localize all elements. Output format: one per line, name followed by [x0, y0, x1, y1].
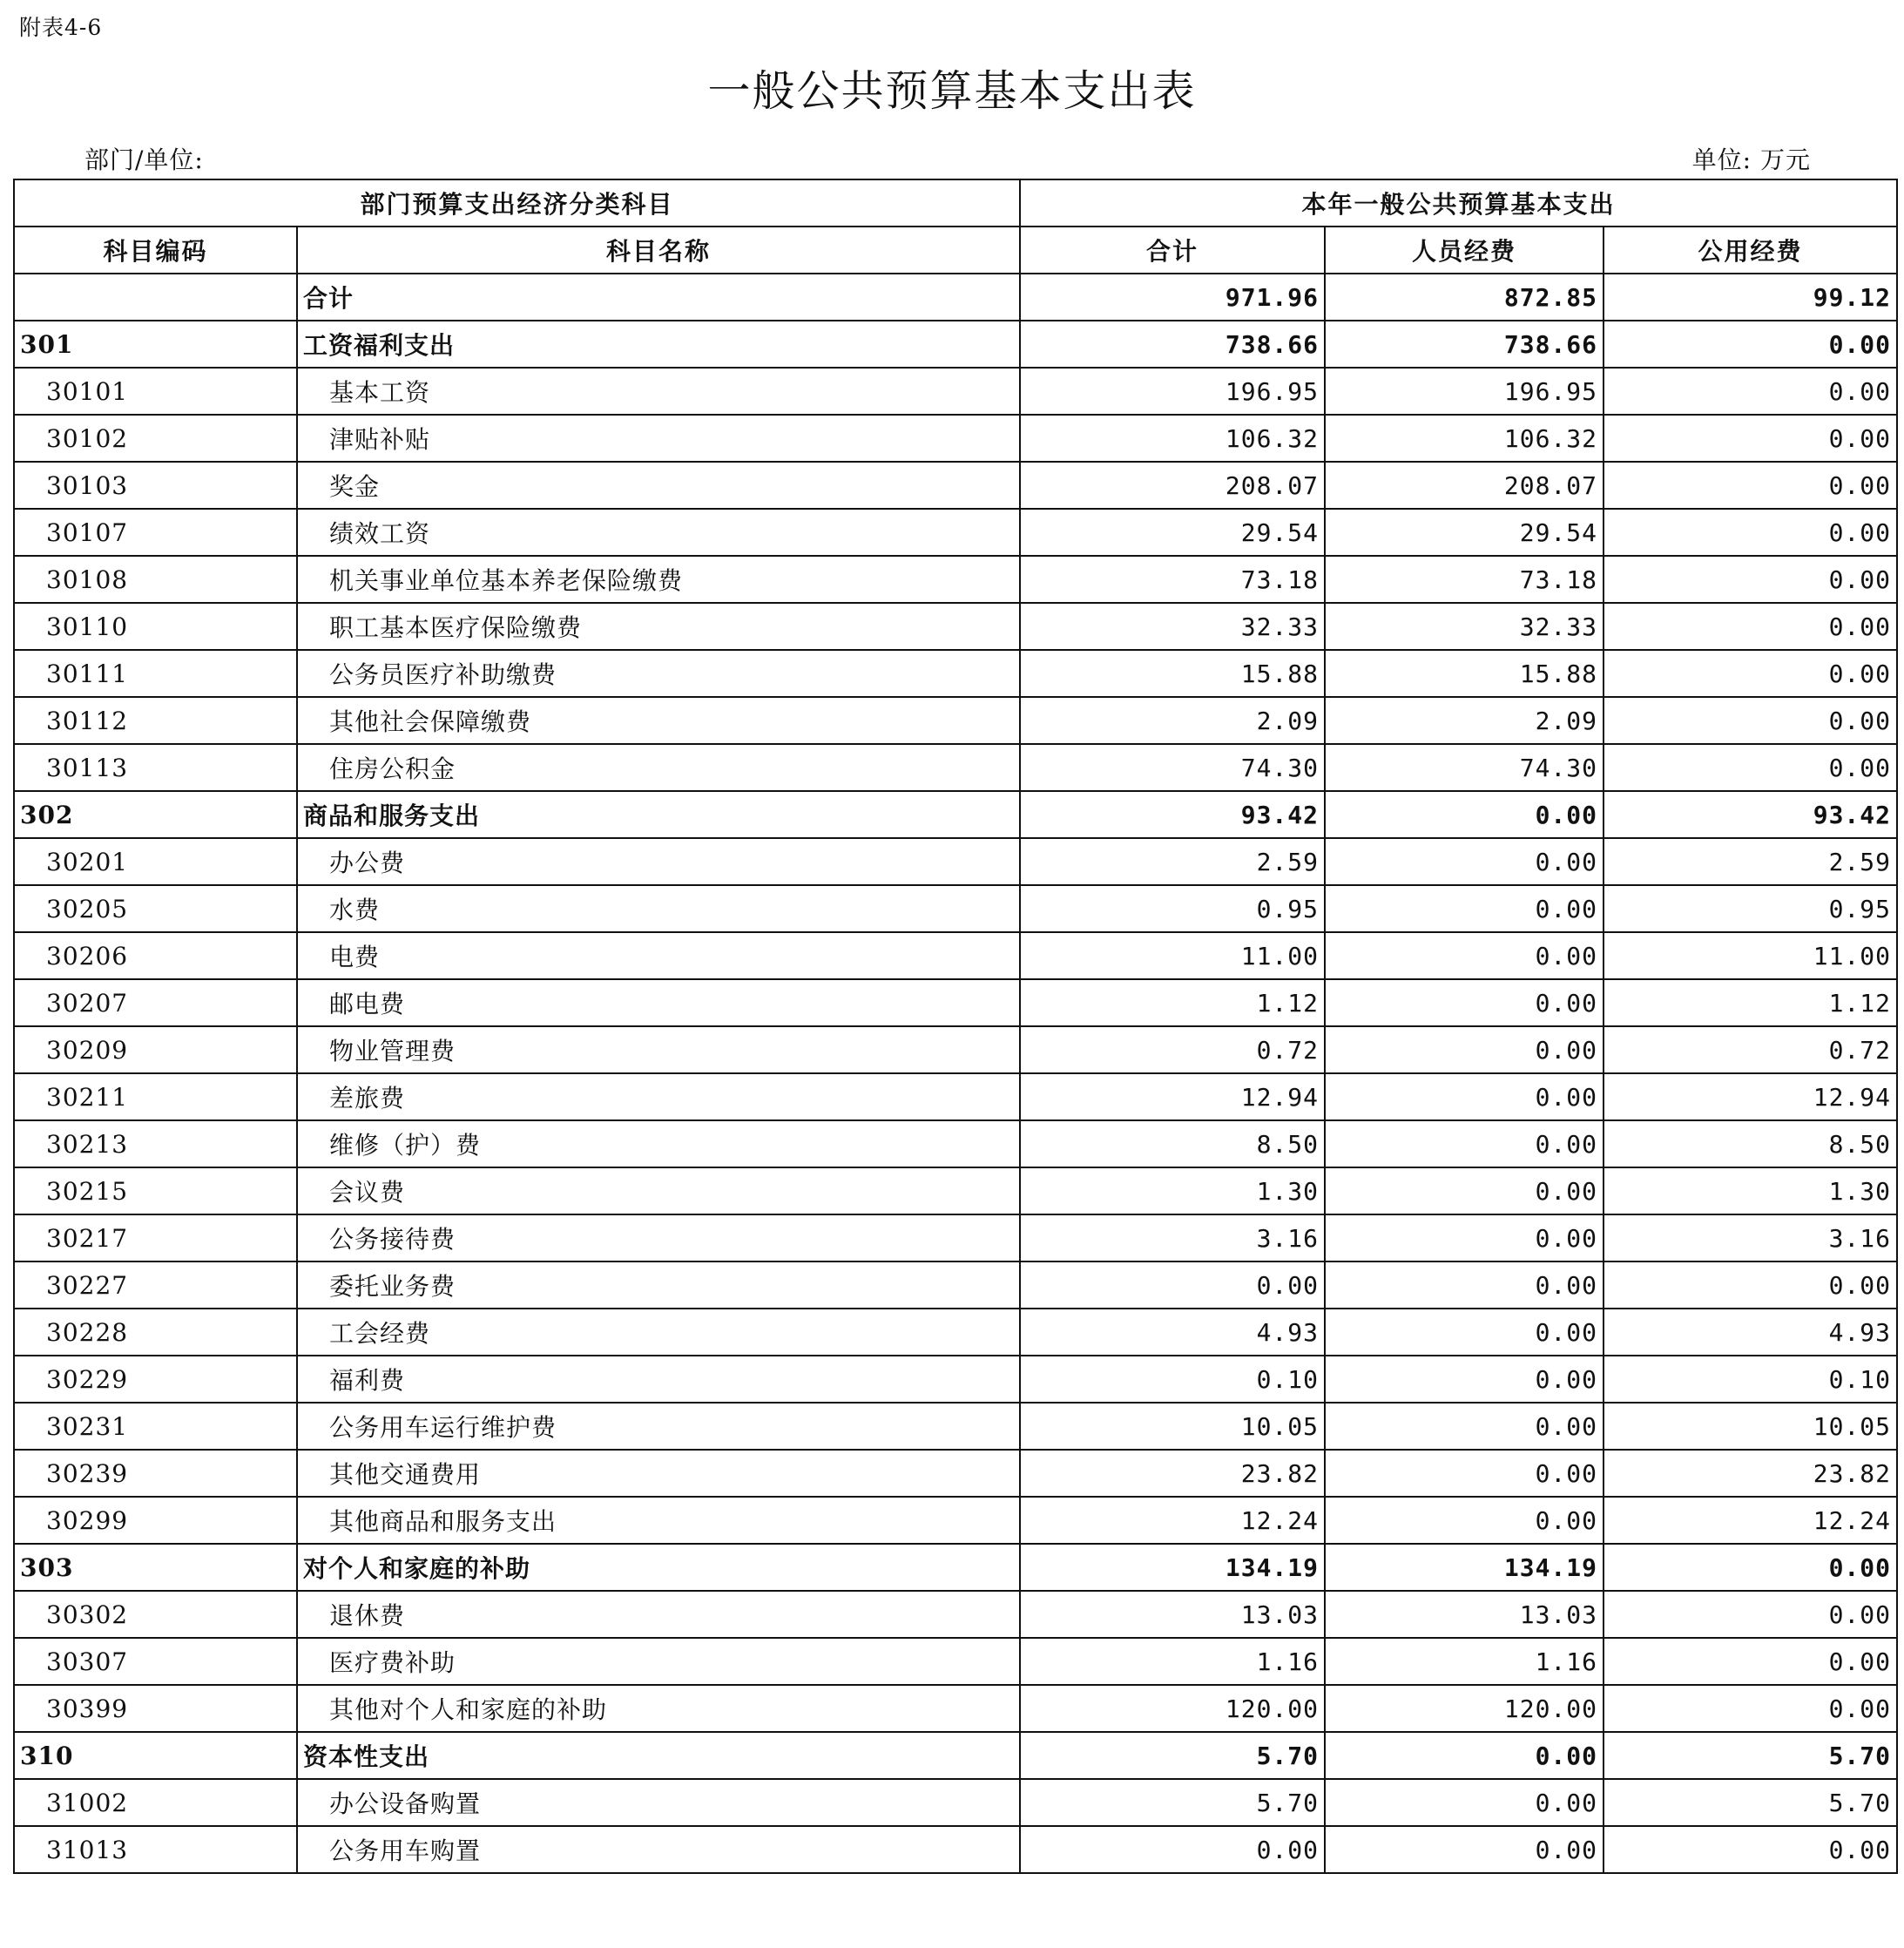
personnel-cell: 738.66 [1325, 321, 1604, 368]
code-cell: 30111 [14, 650, 297, 697]
total-cell: 10.05 [1020, 1403, 1325, 1450]
table-row [14, 1591, 1897, 1638]
public-cell: 0.00 [1604, 462, 1897, 509]
table-row [14, 650, 1897, 697]
public-cell: 93.42 [1604, 791, 1897, 838]
classification-group-header: 部门预算支出经济分类科目 [14, 179, 1020, 227]
name-cell: 工会经费 [297, 1309, 1020, 1356]
total-cell: 0.00 [1020, 1826, 1325, 1873]
personnel-cell: 196.95 [1325, 368, 1604, 415]
personnel-cell: 0.00 [1325, 1403, 1604, 1450]
total-cell: 15.88 [1020, 650, 1325, 697]
code-cell: 310 [14, 1732, 297, 1779]
personnel-cell: 0.00 [1325, 791, 1604, 838]
table-row [14, 885, 1897, 932]
total-cell: 2.09 [1020, 697, 1325, 744]
total-cell: 0.95 [1020, 885, 1325, 932]
table-row [14, 838, 1897, 885]
code-cell: 30307 [14, 1638, 297, 1685]
code-cell: 30213 [14, 1120, 297, 1167]
name-cell: 对个人和家庭的补助 [297, 1544, 1020, 1591]
code-cell: 30206 [14, 932, 297, 979]
table-row [14, 368, 1897, 415]
public-cell: 0.72 [1604, 1026, 1897, 1073]
public-cell: 12.24 [1604, 1497, 1897, 1544]
name-cell: 津贴补贴 [297, 415, 1020, 462]
public-cell: 0.00 [1604, 1591, 1897, 1638]
personnel-cell: 0.00 [1325, 1167, 1604, 1214]
public-cell: 5.70 [1604, 1779, 1897, 1826]
personnel-cell: 73.18 [1325, 556, 1604, 603]
public-cell: 0.00 [1604, 368, 1897, 415]
code-column-header: 科目编码 [14, 227, 297, 274]
total-cell: 134.19 [1020, 1544, 1325, 1591]
personnel-cell: 32.33 [1325, 603, 1604, 650]
code-cell: 30103 [14, 462, 297, 509]
table-row [14, 509, 1897, 556]
total-cell: 971.96 [1020, 274, 1325, 321]
personnel-cell: 134.19 [1325, 1544, 1604, 1591]
public-cell: 0.00 [1604, 321, 1897, 368]
name-cell: 差旅费 [297, 1073, 1020, 1120]
personnel-cell: 2.09 [1325, 697, 1604, 744]
public-cell: 0.95 [1604, 885, 1897, 932]
table-row [14, 1497, 1897, 1544]
table-row [14, 1120, 1897, 1167]
name-cell: 公务员医疗补助缴费 [297, 650, 1020, 697]
name-cell: 水费 [297, 885, 1020, 932]
table-row [14, 1403, 1897, 1450]
total-cell: 13.03 [1020, 1591, 1325, 1638]
total-cell: 3.16 [1020, 1214, 1325, 1261]
total-cell: 12.94 [1020, 1073, 1325, 1120]
personnel-cell: 106.32 [1325, 415, 1604, 462]
table-row [14, 1214, 1897, 1261]
category-row [14, 321, 1897, 368]
public-cell: 0.00 [1604, 650, 1897, 697]
personnel-cell: 0.00 [1325, 838, 1604, 885]
code-cell: 30227 [14, 1261, 297, 1309]
total-cell: 1.16 [1020, 1638, 1325, 1685]
table-row [14, 556, 1897, 603]
table-row [14, 1450, 1897, 1497]
total-cell: 106.32 [1020, 415, 1325, 462]
total-cell: 0.00 [1020, 1261, 1325, 1309]
table-row [14, 1073, 1897, 1120]
name-cell: 奖金 [297, 462, 1020, 509]
name-cell: 电费 [297, 932, 1020, 979]
total-cell: 11.00 [1020, 932, 1325, 979]
code-cell: 30205 [14, 885, 297, 932]
public-cell: 23.82 [1604, 1450, 1897, 1497]
code-cell: 30302 [14, 1591, 297, 1638]
total-cell: 1.12 [1020, 979, 1325, 1026]
personnel-cell: 120.00 [1325, 1685, 1604, 1732]
personnel-cell: 29.54 [1325, 509, 1604, 556]
attachment-label: 附表4-6 [19, 15, 103, 40]
public-cell: 2.59 [1604, 838, 1897, 885]
public-cell: 10.05 [1604, 1403, 1897, 1450]
category-row [14, 791, 1897, 838]
name-cell: 商品和服务支出 [297, 791, 1020, 838]
code-cell: 302 [14, 791, 297, 838]
total-cell: 0.10 [1020, 1356, 1325, 1403]
code-cell: 30299 [14, 1497, 297, 1544]
public-cell: 0.00 [1604, 1685, 1897, 1732]
table-row [14, 1167, 1897, 1214]
table-row [14, 462, 1897, 509]
table-row [14, 1261, 1897, 1309]
public-cell: 4.93 [1604, 1309, 1897, 1356]
total-cell: 8.50 [1020, 1120, 1325, 1167]
personnel-cell: 0.00 [1325, 1732, 1604, 1779]
total-cell: 1.30 [1020, 1167, 1325, 1214]
name-cell: 绩效工资 [297, 509, 1020, 556]
code-cell: 30239 [14, 1450, 297, 1497]
code-cell: 31002 [14, 1779, 297, 1826]
total-cell: 196.95 [1020, 368, 1325, 415]
code-cell: 30201 [14, 838, 297, 885]
total-cell: 738.66 [1020, 321, 1325, 368]
name-cell: 资本性支出 [297, 1732, 1020, 1779]
public-cell: 1.30 [1604, 1167, 1897, 1214]
personnel-cell: 0.00 [1325, 885, 1604, 932]
name-cell: 物业管理费 [297, 1026, 1020, 1073]
code-cell: 301 [14, 321, 297, 368]
name-cell: 基本工资 [297, 368, 1020, 415]
name-cell: 办公费 [297, 838, 1020, 885]
personnel-cell: 0.00 [1325, 1073, 1604, 1120]
name-cell: 合计 [297, 274, 1020, 321]
code-cell: 30211 [14, 1073, 297, 1120]
public-cell: 12.94 [1604, 1073, 1897, 1120]
public-cell: 8.50 [1604, 1120, 1897, 1167]
total-cell: 32.33 [1020, 603, 1325, 650]
name-cell: 医疗费补助 [297, 1638, 1020, 1685]
unit-label: 单位: 万元 [1691, 145, 1811, 174]
public-cell: 0.00 [1604, 1261, 1897, 1309]
code-cell: 30217 [14, 1214, 297, 1261]
public-cell: 0.00 [1604, 697, 1897, 744]
total-cell: 73.18 [1020, 556, 1325, 603]
table-row [14, 932, 1897, 979]
name-cell: 公务接待费 [297, 1214, 1020, 1261]
category-row [14, 1732, 1897, 1779]
table-row [14, 697, 1897, 744]
personnel-cell: 208.07 [1325, 462, 1604, 509]
personnel-cell: 872.85 [1325, 274, 1604, 321]
name-cell: 退休费 [297, 1591, 1020, 1638]
code-cell [14, 274, 297, 321]
code-cell: 30107 [14, 509, 297, 556]
personnel-cell: 15.88 [1325, 650, 1604, 697]
total-column-header: 合计 [1020, 227, 1325, 274]
table-row [14, 1779, 1897, 1826]
personnel-cell: 0.00 [1325, 979, 1604, 1026]
table-body [14, 274, 1897, 1873]
table-row [14, 603, 1897, 650]
public-cell: 0.00 [1604, 415, 1897, 462]
group-header-row [14, 179, 1897, 227]
public-cell: 11.00 [1604, 932, 1897, 979]
code-cell: 30399 [14, 1685, 297, 1732]
personnel-cell: 0.00 [1325, 1120, 1604, 1167]
total-cell: 120.00 [1020, 1685, 1325, 1732]
personnel-cell: 0.00 [1325, 1309, 1604, 1356]
table-row [14, 1826, 1897, 1873]
code-cell: 30101 [14, 368, 297, 415]
name-cell: 职工基本医疗保险缴费 [297, 603, 1020, 650]
total-cell: 93.42 [1020, 791, 1325, 838]
current-year-group-header: 本年一般公共预算基本支出 [1020, 179, 1897, 227]
name-cell: 福利费 [297, 1356, 1020, 1403]
personnel-cell: 1.16 [1325, 1638, 1604, 1685]
personnel-cell: 0.00 [1325, 1356, 1604, 1403]
public-cell: 0.00 [1604, 1638, 1897, 1685]
personnel-cell: 0.00 [1325, 1826, 1604, 1873]
total-cell: 5.70 [1020, 1779, 1325, 1826]
total-cell: 208.07 [1020, 462, 1325, 509]
code-cell: 30112 [14, 697, 297, 744]
personnel-cell: 0.00 [1325, 1779, 1604, 1826]
code-cell: 30113 [14, 744, 297, 791]
code-cell: 31013 [14, 1826, 297, 1873]
name-cell: 其他交通费用 [297, 1450, 1020, 1497]
table-row [14, 1309, 1897, 1356]
budget-table [13, 179, 1898, 1874]
page-title: 一般公共预算基本支出表 [707, 66, 1197, 116]
total-cell: 29.54 [1020, 509, 1325, 556]
table-row [14, 979, 1897, 1026]
table-row [14, 415, 1897, 462]
public-cell: 0.00 [1604, 509, 1897, 556]
public-cell: 0.00 [1604, 744, 1897, 791]
name-cell: 公务用车运行维护费 [297, 1403, 1020, 1450]
personnel-cell: 0.00 [1325, 1497, 1604, 1544]
total-cell: 12.24 [1020, 1497, 1325, 1544]
total-cell: 2.59 [1020, 838, 1325, 885]
personnel-column-header: 人员经费 [1325, 227, 1604, 274]
personnel-cell: 74.30 [1325, 744, 1604, 791]
code-cell: 30231 [14, 1403, 297, 1450]
public-cell: 99.12 [1604, 274, 1897, 321]
personnel-cell: 0.00 [1325, 1450, 1604, 1497]
category-row [14, 1544, 1897, 1591]
total-cell: 4.93 [1020, 1309, 1325, 1356]
code-cell: 30102 [14, 415, 297, 462]
name-cell: 会议费 [297, 1167, 1020, 1214]
name-cell: 工资福利支出 [297, 321, 1020, 368]
public-cell: 0.00 [1604, 603, 1897, 650]
total-cell: 5.70 [1020, 1732, 1325, 1779]
code-cell: 30228 [14, 1309, 297, 1356]
code-cell: 30110 [14, 603, 297, 650]
name-cell: 机关事业单位基本养老保险缴费 [297, 556, 1020, 603]
name-cell: 办公设备购置 [297, 1779, 1020, 1826]
name-column-header: 科目名称 [297, 227, 1020, 274]
public-cell: 0.00 [1604, 1544, 1897, 1591]
code-cell: 30229 [14, 1356, 297, 1403]
public-cell: 1.12 [1604, 979, 1897, 1026]
total-cell: 23.82 [1020, 1450, 1325, 1497]
table-row [14, 744, 1897, 791]
personnel-cell: 0.00 [1325, 1026, 1604, 1073]
name-cell: 其他商品和服务支出 [297, 1497, 1020, 1544]
table-row [14, 1638, 1897, 1685]
public-column-header: 公用经费 [1604, 227, 1897, 274]
name-cell: 邮电费 [297, 979, 1020, 1026]
table-row [14, 1356, 1897, 1403]
public-cell: 5.70 [1604, 1732, 1897, 1779]
public-cell: 0.10 [1604, 1356, 1897, 1403]
code-cell: 30209 [14, 1026, 297, 1073]
name-cell: 维修（护）费 [297, 1120, 1020, 1167]
code-cell: 30108 [14, 556, 297, 603]
personnel-cell: 0.00 [1325, 1261, 1604, 1309]
public-cell: 0.00 [1604, 556, 1897, 603]
code-cell: 30215 [14, 1167, 297, 1214]
name-cell: 住房公积金 [297, 744, 1020, 791]
total-row [14, 274, 1897, 321]
name-cell: 其他对个人和家庭的补助 [297, 1685, 1020, 1732]
department-label: 部门/单位: [84, 145, 204, 174]
public-cell: 3.16 [1604, 1214, 1897, 1261]
public-cell: 0.00 [1604, 1826, 1897, 1873]
column-header-row [14, 227, 1897, 274]
total-cell: 0.72 [1020, 1026, 1325, 1073]
name-cell: 委托业务费 [297, 1261, 1020, 1309]
table-row [14, 1685, 1897, 1732]
personnel-cell: 0.00 [1325, 932, 1604, 979]
personnel-cell: 0.00 [1325, 1214, 1604, 1261]
name-cell: 公务用车购置 [297, 1826, 1020, 1873]
personnel-cell: 13.03 [1325, 1591, 1604, 1638]
code-cell: 303 [14, 1544, 297, 1591]
name-cell: 其他社会保障缴费 [297, 697, 1020, 744]
code-cell: 30207 [14, 979, 297, 1026]
table-row [14, 1026, 1897, 1073]
total-cell: 74.30 [1020, 744, 1325, 791]
